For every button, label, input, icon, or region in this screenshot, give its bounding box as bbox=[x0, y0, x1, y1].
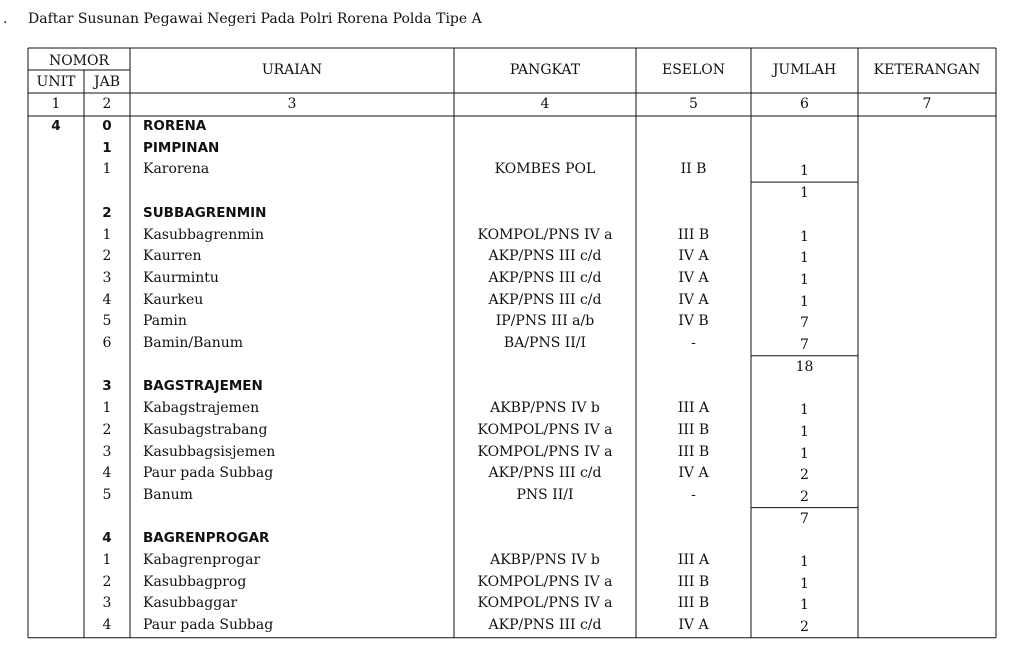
count-value: 7 bbox=[800, 315, 809, 332]
count-value: 1 bbox=[800, 271, 809, 288]
jab-number: 6 bbox=[102, 335, 112, 351]
echelon-value: IV A bbox=[678, 465, 709, 482]
header-eselon: ESELON bbox=[661, 62, 726, 78]
count-value: 1 bbox=[800, 445, 809, 462]
rank-value: AKP/PNS III c/d bbox=[488, 269, 602, 286]
echelon-value: III A bbox=[677, 552, 710, 568]
position-name: Kaurmintu bbox=[143, 269, 219, 286]
count-value: 1 bbox=[800, 423, 809, 440]
echelon-value: IV B bbox=[678, 313, 709, 330]
subtotal-value: 1 bbox=[800, 185, 809, 202]
subtotal-value: 18 bbox=[795, 358, 814, 375]
section-title: SUBBAGRENMIN bbox=[143, 204, 267, 221]
column-number: 7 bbox=[922, 96, 932, 112]
position-name: Paur pada Subbag bbox=[143, 617, 274, 634]
jab-number: 3 bbox=[102, 269, 112, 286]
jab-number: 3 bbox=[102, 443, 112, 460]
jab-number: 4 bbox=[102, 530, 112, 547]
count-value: 2 bbox=[800, 467, 809, 484]
position-name: Kasubbagprog bbox=[143, 573, 247, 590]
rank-value: KOMPOL/PNS IV a bbox=[477, 421, 613, 438]
section-title: PIMPINAN bbox=[143, 139, 220, 156]
header-keterangan: KETERANGAN bbox=[873, 62, 981, 78]
position-name: Kasubagstrabang bbox=[143, 421, 268, 438]
jab-number: 4 bbox=[102, 465, 112, 482]
position-name: Karorena bbox=[143, 161, 210, 178]
count-value: 1 bbox=[800, 250, 809, 267]
jab-number: 1 bbox=[102, 400, 112, 417]
unit-number: 4 bbox=[51, 118, 61, 134]
echelon-value: III B bbox=[677, 573, 710, 590]
position-name: Kasubbagrenmin bbox=[143, 226, 265, 243]
rank-value: AKP/PNS III c/d bbox=[488, 291, 602, 308]
rank-value: KOMPOL/PNS IV a bbox=[477, 226, 613, 243]
position-name: Kaurren bbox=[143, 248, 202, 265]
header-uraian: URAIAN bbox=[261, 62, 323, 78]
jab-number: 1 bbox=[102, 161, 112, 178]
echelon-value: IV A bbox=[678, 617, 709, 634]
count-value: 1 bbox=[800, 597, 809, 614]
position-name: Kaurkeu bbox=[143, 291, 204, 308]
page-title: Daftar Susunan Pegawai Negeri Pada Polri Rorena Polda Tipe A bbox=[28, 11, 482, 27]
jab-number: 1 bbox=[102, 139, 112, 156]
count-value: 2 bbox=[800, 619, 809, 636]
subtotal-value: 7 bbox=[800, 510, 809, 527]
position-name: Kasubbagsisjemen bbox=[143, 443, 276, 460]
echelon-value: - bbox=[691, 486, 696, 503]
rank-value: AKP/PNS III c/d bbox=[488, 617, 602, 634]
list-bullet: . bbox=[3, 11, 8, 27]
section-title: BAGSTRAJEMEN bbox=[143, 378, 263, 395]
position-name: Kabagstrajemen bbox=[143, 400, 260, 417]
rank-value: KOMPOL/PNS IV a bbox=[477, 443, 613, 460]
echelon-value: IV A bbox=[678, 248, 709, 265]
position-name: Kasubbaggar bbox=[143, 595, 238, 612]
count-value: 1 bbox=[800, 228, 809, 245]
jab-number: 0 bbox=[102, 118, 112, 134]
echelon-value: IV A bbox=[678, 291, 709, 308]
jab-number: 4 bbox=[102, 291, 112, 308]
jab-number: 3 bbox=[102, 378, 112, 395]
jab-number: 1 bbox=[102, 226, 112, 243]
rank-value: KOMPOL/PNS IV a bbox=[477, 573, 613, 590]
echelon-value: III B bbox=[677, 226, 710, 243]
header-jumlah: JUMLAH bbox=[772, 62, 837, 78]
column-number: 6 bbox=[800, 96, 809, 112]
jab-number: 4 bbox=[102, 617, 112, 634]
count-value: 1 bbox=[800, 402, 809, 419]
count-value: 1 bbox=[800, 163, 809, 180]
section-title: BAGRENPROGAR bbox=[143, 530, 270, 547]
header-unit: UNIT bbox=[36, 74, 76, 90]
count-value: 1 bbox=[800, 293, 809, 310]
section-title: RORENA bbox=[143, 118, 207, 134]
column-number: 1 bbox=[51, 96, 61, 112]
echelon-value: II B bbox=[680, 161, 707, 178]
jab-number: 5 bbox=[102, 313, 112, 330]
header-jab: JAB bbox=[93, 74, 120, 90]
rank-value: IP/PNS III a/b bbox=[495, 313, 595, 330]
rank-value: BA/PNS II/I bbox=[503, 335, 587, 351]
jab-number: 5 bbox=[102, 486, 112, 503]
column-number: 2 bbox=[102, 96, 112, 112]
position-name: Paur pada Subbag bbox=[143, 465, 274, 482]
rank-value: AKP/PNS III c/d bbox=[488, 248, 602, 265]
echelon-value: - bbox=[691, 335, 696, 351]
jab-number: 3 bbox=[102, 595, 112, 612]
header-nomor: NOMOR bbox=[48, 53, 110, 69]
count-value: 2 bbox=[800, 488, 809, 505]
count-value: 7 bbox=[800, 337, 809, 353]
jab-number: 1 bbox=[102, 552, 112, 568]
echelon-value: IV A bbox=[678, 269, 709, 286]
column-number: 4 bbox=[540, 96, 550, 112]
column-number: 5 bbox=[689, 96, 698, 112]
rank-value: PNS II/I bbox=[516, 486, 574, 503]
jab-number: 2 bbox=[102, 573, 112, 590]
position-name: Kabagrenprogar bbox=[143, 552, 261, 568]
rank-value: AKP/PNS III c/d bbox=[488, 465, 602, 482]
header-pangkat: PANGKAT bbox=[509, 62, 581, 78]
jab-number: 2 bbox=[102, 421, 112, 438]
position-name: Pamin bbox=[143, 313, 187, 330]
column-number: 3 bbox=[287, 96, 297, 112]
rank-value: AKBP/PNS IV b bbox=[490, 400, 600, 417]
count-value: 1 bbox=[800, 554, 809, 570]
position-name: Banum bbox=[143, 486, 193, 503]
rank-value: KOMBES POL bbox=[494, 161, 596, 178]
count-value: 1 bbox=[800, 575, 809, 592]
echelon-value: III B bbox=[677, 443, 710, 460]
position-name: Bamin/Banum bbox=[143, 335, 244, 351]
echelon-value: III A bbox=[677, 400, 710, 417]
rank-value: KOMPOL/PNS IV a bbox=[477, 595, 613, 612]
jab-number: 2 bbox=[102, 204, 112, 221]
echelon-value: III B bbox=[677, 595, 710, 612]
rank-value: AKBP/PNS IV b bbox=[490, 552, 600, 568]
jab-number: 2 bbox=[102, 248, 112, 265]
echelon-value: III B bbox=[677, 421, 710, 438]
